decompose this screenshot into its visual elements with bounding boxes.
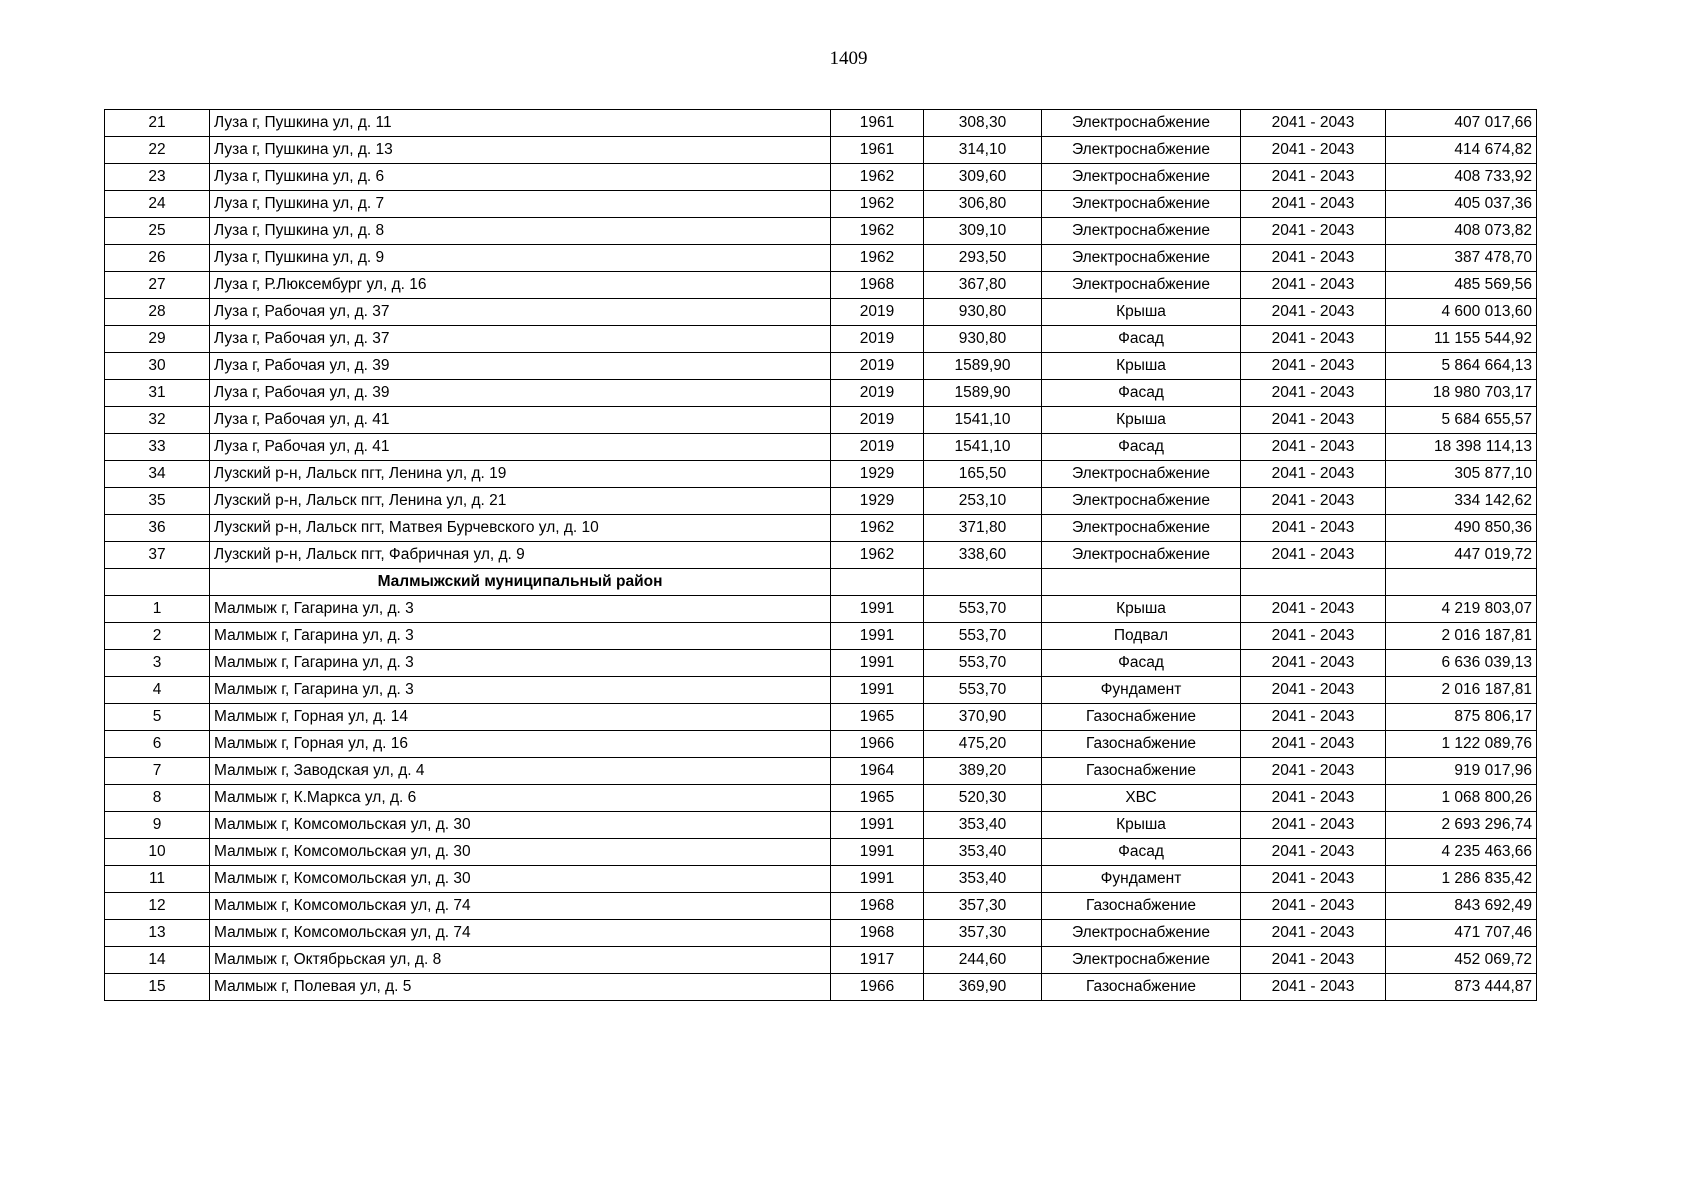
cost-cell: 408 073,82 [1386, 218, 1537, 245]
period-cell: 2041 - 2043 [1241, 758, 1386, 785]
table-row [105, 488, 1537, 515]
address-cell: Луза г, Пушкина ул, д. 11 [210, 110, 831, 137]
table-row [105, 326, 1537, 353]
period-cell: 2041 - 2043 [1241, 974, 1386, 1001]
address-cell: Малмыж г, Комсомольская ул, д. 30 [210, 812, 831, 839]
period-cell: 2041 - 2043 [1241, 461, 1386, 488]
empty-cell [105, 569, 210, 596]
build-year-cell: 2019 [831, 299, 924, 326]
build-year-cell: 2019 [831, 326, 924, 353]
row-number-cell: 9 [105, 812, 210, 839]
area-cell: 309,10 [924, 218, 1042, 245]
row-number-cell: 5 [105, 704, 210, 731]
address-cell: Лузский р-н, Лальск пгт, Матвея Бурчевского ул, д. 10 [210, 515, 831, 542]
row-number-cell: 14 [105, 947, 210, 974]
address-cell: Луза г, Пушкина ул, д. 6 [210, 164, 831, 191]
cost-cell: 414 674,82 [1386, 137, 1537, 164]
period-cell: 2041 - 2043 [1241, 542, 1386, 569]
area-cell: 367,80 [924, 272, 1042, 299]
area-cell: 314,10 [924, 137, 1042, 164]
work-type-cell: Крыша [1042, 299, 1241, 326]
period-cell: 2041 - 2043 [1241, 434, 1386, 461]
period-cell: 2041 - 2043 [1241, 596, 1386, 623]
build-year-cell: 1962 [831, 164, 924, 191]
area-cell: 165,50 [924, 461, 1042, 488]
page-number: 1409 [829, 48, 868, 69]
cost-cell: 334 142,62 [1386, 488, 1537, 515]
build-year-cell: 1917 [831, 947, 924, 974]
table-body [105, 110, 1537, 1001]
work-type-cell: Фасад [1042, 434, 1241, 461]
build-year-cell: 1991 [831, 839, 924, 866]
area-cell: 244,60 [924, 947, 1042, 974]
cost-cell: 4 219 803,07 [1386, 596, 1537, 623]
cost-cell: 447 019,72 [1386, 542, 1537, 569]
work-type-cell: Электроснабжение [1042, 272, 1241, 299]
address-cell: Малмыж г, К.Маркса ул, д. 6 [210, 785, 831, 812]
empty-cell [1241, 569, 1386, 596]
work-type-cell: Электроснабжение [1042, 488, 1241, 515]
period-cell: 2041 - 2043 [1241, 893, 1386, 920]
row-number-cell: 11 [105, 866, 210, 893]
area-cell: 1589,90 [924, 380, 1042, 407]
period-cell: 2041 - 2043 [1241, 677, 1386, 704]
work-type-cell: Электроснабжение [1042, 137, 1241, 164]
build-year-cell: 1966 [831, 974, 924, 1001]
work-type-cell: Электроснабжение [1042, 218, 1241, 245]
area-cell: 553,70 [924, 677, 1042, 704]
address-cell: Малмыж г, Комсомольская ул, д. 74 [210, 893, 831, 920]
area-cell: 353,40 [924, 866, 1042, 893]
table-row [105, 812, 1537, 839]
cost-cell: 471 707,46 [1386, 920, 1537, 947]
area-cell: 475,20 [924, 731, 1042, 758]
period-cell: 2041 - 2043 [1241, 866, 1386, 893]
address-cell: Малмыж г, Гагарина ул, д. 3 [210, 596, 831, 623]
row-number-cell: 23 [105, 164, 210, 191]
table-row [105, 353, 1537, 380]
row-number-cell: 8 [105, 785, 210, 812]
cost-cell: 5 864 664,13 [1386, 353, 1537, 380]
address-cell: Малмыж г, Комсомольская ул, д. 74 [210, 920, 831, 947]
table-row [105, 380, 1537, 407]
row-number-cell: 32 [105, 407, 210, 434]
build-year-cell: 1965 [831, 785, 924, 812]
build-year-cell: 1991 [831, 650, 924, 677]
period-cell: 2041 - 2043 [1241, 920, 1386, 947]
address-cell: Лузский р-н, Лальск пгт, Ленина ул, д. 21 [210, 488, 831, 515]
cost-cell: 875 806,17 [1386, 704, 1537, 731]
work-type-cell: Крыша [1042, 596, 1241, 623]
period-cell: 2041 - 2043 [1241, 623, 1386, 650]
area-cell: 553,70 [924, 650, 1042, 677]
row-number-cell: 37 [105, 542, 210, 569]
build-year-cell: 1991 [831, 812, 924, 839]
address-cell: Малмыж г, Комсомольская ул, д. 30 [210, 839, 831, 866]
address-cell: Луза г, Пушкина ул, д. 7 [210, 191, 831, 218]
cost-cell: 4 235 463,66 [1386, 839, 1537, 866]
area-cell: 1541,10 [924, 434, 1042, 461]
period-cell: 2041 - 2043 [1241, 380, 1386, 407]
build-year-cell: 1991 [831, 866, 924, 893]
work-type-cell: Крыша [1042, 353, 1241, 380]
table-row [105, 164, 1537, 191]
area-cell: 930,80 [924, 326, 1042, 353]
table-row [105, 677, 1537, 704]
address-cell: Луза г, Пушкина ул, д. 9 [210, 245, 831, 272]
area-cell: 553,70 [924, 623, 1042, 650]
build-year-cell: 1964 [831, 758, 924, 785]
address-cell: Луза г, Р.Люксембург ул, д. 16 [210, 272, 831, 299]
work-type-cell: ХВС [1042, 785, 1241, 812]
area-cell: 520,30 [924, 785, 1042, 812]
table-row [105, 623, 1537, 650]
table-row [105, 785, 1537, 812]
build-year-cell: 1965 [831, 704, 924, 731]
build-year-cell: 1968 [831, 272, 924, 299]
row-number-cell: 34 [105, 461, 210, 488]
row-number-cell: 24 [105, 191, 210, 218]
cost-cell: 405 037,36 [1386, 191, 1537, 218]
build-year-cell: 2019 [831, 434, 924, 461]
section-header-row [105, 569, 1537, 596]
row-number-cell: 15 [105, 974, 210, 1001]
address-cell: Малмыж г, Комсомольская ул, д. 30 [210, 866, 831, 893]
row-number-cell: 29 [105, 326, 210, 353]
table-row [105, 704, 1537, 731]
table-row [105, 596, 1537, 623]
cost-cell: 452 069,72 [1386, 947, 1537, 974]
area-cell: 369,90 [924, 974, 1042, 1001]
cost-cell: 490 850,36 [1386, 515, 1537, 542]
work-type-cell: Электроснабжение [1042, 947, 1241, 974]
work-type-cell: Фасад [1042, 650, 1241, 677]
area-cell: 930,80 [924, 299, 1042, 326]
work-type-cell: Электроснабжение [1042, 461, 1241, 488]
address-cell: Малмыж г, Гагарина ул, д. 3 [210, 677, 831, 704]
address-cell: Лузский р-н, Лальск пгт, Ленина ул, д. 19 [210, 461, 831, 488]
cost-cell: 6 636 039,13 [1386, 650, 1537, 677]
work-type-cell: Подвал [1042, 623, 1241, 650]
cost-cell: 2 693 296,74 [1386, 812, 1537, 839]
cost-cell: 1 068 800,26 [1386, 785, 1537, 812]
row-number-cell: 12 [105, 893, 210, 920]
work-type-cell: Газоснабжение [1042, 731, 1241, 758]
table-row [105, 407, 1537, 434]
empty-cell [924, 569, 1042, 596]
build-year-cell: 1968 [831, 920, 924, 947]
area-cell: 293,50 [924, 245, 1042, 272]
area-cell: 353,40 [924, 839, 1042, 866]
cost-cell: 11 155 544,92 [1386, 326, 1537, 353]
empty-cell [1042, 569, 1241, 596]
address-cell: Малмыж г, Гагарина ул, д. 3 [210, 623, 831, 650]
table-row [105, 272, 1537, 299]
period-cell: 2041 - 2043 [1241, 245, 1386, 272]
area-cell: 338,60 [924, 542, 1042, 569]
cost-cell: 873 444,87 [1386, 974, 1537, 1001]
address-cell: Малмыж г, Горная ул, д. 16 [210, 731, 831, 758]
build-year-cell: 1962 [831, 542, 924, 569]
row-number-cell: 21 [105, 110, 210, 137]
table-row [105, 731, 1537, 758]
area-cell: 1541,10 [924, 407, 1042, 434]
table-row [105, 110, 1537, 137]
cost-cell: 407 017,66 [1386, 110, 1537, 137]
period-cell: 2041 - 2043 [1241, 839, 1386, 866]
work-type-cell: Электроснабжение [1042, 110, 1241, 137]
address-cell: Малмыж г, Заводская ул, д. 4 [210, 758, 831, 785]
cost-cell: 1 122 089,76 [1386, 731, 1537, 758]
build-year-cell: 1991 [831, 623, 924, 650]
area-cell: 309,60 [924, 164, 1042, 191]
work-type-cell: Газоснабжение [1042, 893, 1241, 920]
work-type-cell: Фундамент [1042, 866, 1241, 893]
work-type-cell: Газоснабжение [1042, 704, 1241, 731]
work-type-cell: Фундамент [1042, 677, 1241, 704]
work-type-cell: Газоснабжение [1042, 974, 1241, 1001]
table-row [105, 515, 1537, 542]
build-year-cell: 1929 [831, 488, 924, 515]
address-cell: Малмыж г, Октябрьская ул, д. 8 [210, 947, 831, 974]
build-year-cell: 2019 [831, 353, 924, 380]
period-cell: 2041 - 2043 [1241, 947, 1386, 974]
period-cell: 2041 - 2043 [1241, 218, 1386, 245]
address-cell: Луза г, Рабочая ул, д. 37 [210, 326, 831, 353]
period-cell: 2041 - 2043 [1241, 191, 1386, 218]
table-row [105, 299, 1537, 326]
table-row [105, 758, 1537, 785]
build-year-cell: 1966 [831, 731, 924, 758]
table-row [105, 137, 1537, 164]
area-cell: 308,30 [924, 110, 1042, 137]
row-number-cell: 1 [105, 596, 210, 623]
address-cell: Луза г, Рабочая ул, д. 37 [210, 299, 831, 326]
row-number-cell: 3 [105, 650, 210, 677]
repair-schedule-table [104, 109, 1537, 1001]
row-number-cell: 31 [105, 380, 210, 407]
address-cell: Луза г, Рабочая ул, д. 41 [210, 407, 831, 434]
cost-cell: 919 017,96 [1386, 758, 1537, 785]
period-cell: 2041 - 2043 [1241, 326, 1386, 353]
cost-cell: 485 569,56 [1386, 272, 1537, 299]
address-cell: Луза г, Рабочая ул, д. 39 [210, 353, 831, 380]
section-title: Малмыжский муниципальный район [210, 569, 831, 596]
table-row [105, 542, 1537, 569]
row-number-cell: 33 [105, 434, 210, 461]
table-row [105, 974, 1537, 1001]
cost-cell: 18 398 114,13 [1386, 434, 1537, 461]
cost-cell: 1 286 835,42 [1386, 866, 1537, 893]
row-number-cell: 26 [105, 245, 210, 272]
cost-cell: 2 016 187,81 [1386, 677, 1537, 704]
area-cell: 389,20 [924, 758, 1042, 785]
period-cell: 2041 - 2043 [1241, 812, 1386, 839]
work-type-cell: Электроснабжение [1042, 515, 1241, 542]
address-cell: Малмыж г, Полевая ул, д. 5 [210, 974, 831, 1001]
cost-cell: 2 016 187,81 [1386, 623, 1537, 650]
cost-cell: 18 980 703,17 [1386, 380, 1537, 407]
area-cell: 353,40 [924, 812, 1042, 839]
work-type-cell: Крыша [1042, 812, 1241, 839]
row-number-cell: 2 [105, 623, 210, 650]
cost-cell: 387 478,70 [1386, 245, 1537, 272]
period-cell: 2041 - 2043 [1241, 488, 1386, 515]
work-type-cell: Электроснабжение [1042, 191, 1241, 218]
period-cell: 2041 - 2043 [1241, 785, 1386, 812]
area-cell: 306,80 [924, 191, 1042, 218]
period-cell: 2041 - 2043 [1241, 407, 1386, 434]
period-cell: 2041 - 2043 [1241, 704, 1386, 731]
table-row [105, 866, 1537, 893]
work-type-cell: Электроснабжение [1042, 164, 1241, 191]
period-cell: 2041 - 2043 [1241, 650, 1386, 677]
build-year-cell: 1961 [831, 137, 924, 164]
row-number-cell: 36 [105, 515, 210, 542]
area-cell: 1589,90 [924, 353, 1042, 380]
build-year-cell: 2019 [831, 380, 924, 407]
address-cell: Лузский р-н, Лальск пгт, Фабричная ул, д. 9 [210, 542, 831, 569]
work-type-cell: Электроснабжение [1042, 245, 1241, 272]
table-row [105, 893, 1537, 920]
row-number-cell: 10 [105, 839, 210, 866]
cost-cell: 4 600 013,60 [1386, 299, 1537, 326]
build-year-cell: 1929 [831, 461, 924, 488]
row-number-cell: 22 [105, 137, 210, 164]
address-cell: Луза г, Рабочая ул, д. 41 [210, 434, 831, 461]
build-year-cell: 2019 [831, 407, 924, 434]
address-cell: Малмыж г, Гагарина ул, д. 3 [210, 650, 831, 677]
row-number-cell: 30 [105, 353, 210, 380]
address-cell: Луза г, Рабочая ул, д. 39 [210, 380, 831, 407]
period-cell: 2041 - 2043 [1241, 353, 1386, 380]
table-row [105, 650, 1537, 677]
empty-cell [1386, 569, 1537, 596]
row-number-cell: 28 [105, 299, 210, 326]
area-cell: 357,30 [924, 920, 1042, 947]
table-row [105, 947, 1537, 974]
row-number-cell: 35 [105, 488, 210, 515]
row-number-cell: 4 [105, 677, 210, 704]
period-cell: 2041 - 2043 [1241, 299, 1386, 326]
build-year-cell: 1961 [831, 110, 924, 137]
address-cell: Луза г, Пушкина ул, д. 13 [210, 137, 831, 164]
cost-cell: 843 692,49 [1386, 893, 1537, 920]
work-type-cell: Крыша [1042, 407, 1241, 434]
area-cell: 553,70 [924, 596, 1042, 623]
empty-cell [831, 569, 924, 596]
table-row [105, 434, 1537, 461]
area-cell: 357,30 [924, 893, 1042, 920]
build-year-cell: 1968 [831, 893, 924, 920]
table-row [105, 245, 1537, 272]
table-row [105, 920, 1537, 947]
build-year-cell: 1962 [831, 218, 924, 245]
area-cell: 370,90 [924, 704, 1042, 731]
row-number-cell: 6 [105, 731, 210, 758]
table-row [105, 218, 1537, 245]
work-type-cell: Фасад [1042, 326, 1241, 353]
period-cell: 2041 - 2043 [1241, 137, 1386, 164]
work-type-cell: Электроснабжение [1042, 920, 1241, 947]
area-cell: 253,10 [924, 488, 1042, 515]
row-number-cell: 27 [105, 272, 210, 299]
row-number-cell: 13 [105, 920, 210, 947]
period-cell: 2041 - 2043 [1241, 272, 1386, 299]
cost-cell: 5 684 655,57 [1386, 407, 1537, 434]
table-row [105, 839, 1537, 866]
table-row [105, 191, 1537, 218]
row-number-cell: 25 [105, 218, 210, 245]
period-cell: 2041 - 2043 [1241, 731, 1386, 758]
build-year-cell: 1962 [831, 191, 924, 218]
build-year-cell: 1962 [831, 515, 924, 542]
table-row [105, 461, 1537, 488]
build-year-cell: 1991 [831, 596, 924, 623]
work-type-cell: Фасад [1042, 380, 1241, 407]
address-cell: Малмыж г, Горная ул, д. 14 [210, 704, 831, 731]
work-type-cell: Фасад [1042, 839, 1241, 866]
period-cell: 2041 - 2043 [1241, 110, 1386, 137]
work-type-cell: Газоснабжение [1042, 758, 1241, 785]
period-cell: 2041 - 2043 [1241, 164, 1386, 191]
area-cell: 371,80 [924, 515, 1042, 542]
work-type-cell: Электроснабжение [1042, 542, 1241, 569]
cost-cell: 305 877,10 [1386, 461, 1537, 488]
build-year-cell: 1962 [831, 245, 924, 272]
row-number-cell: 7 [105, 758, 210, 785]
cost-cell: 408 733,92 [1386, 164, 1537, 191]
build-year-cell: 1991 [831, 677, 924, 704]
period-cell: 2041 - 2043 [1241, 515, 1386, 542]
address-cell: Луза г, Пушкина ул, д. 8 [210, 218, 831, 245]
